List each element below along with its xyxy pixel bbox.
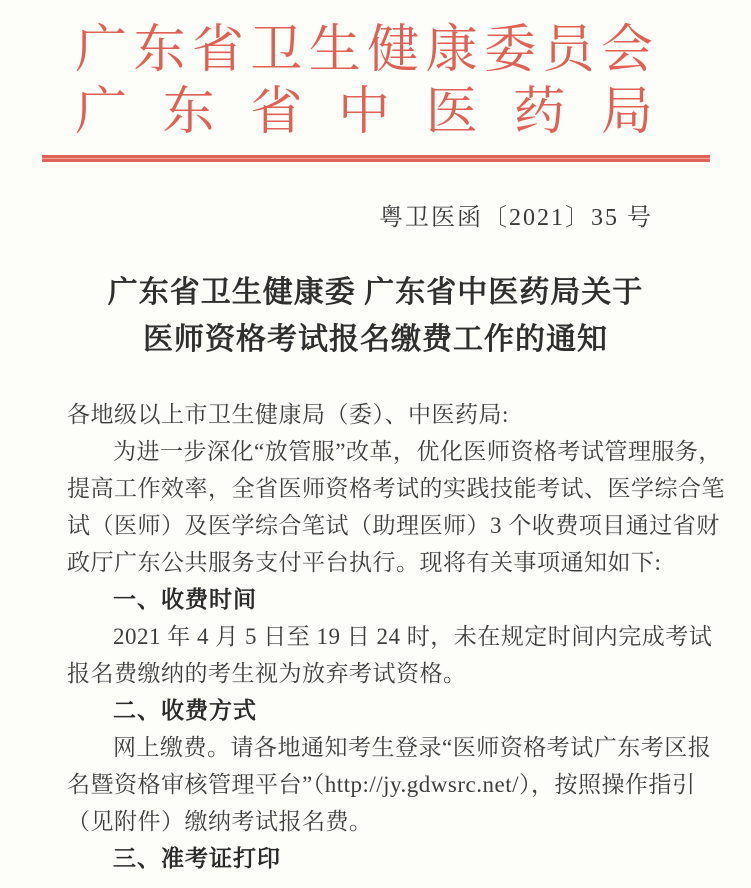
title-line-1: 广东省卫生健康委 广东省中医药局关于	[107, 276, 644, 309]
red-divider-line	[42, 155, 710, 162]
body-line: 报名费缴纳的考生视为放弃考试资格。	[67, 661, 467, 686]
body-line: 政厅广东公共服务支付平台执行。现将有关事项通知如下:	[67, 550, 662, 575]
document-title	[0, 269, 751, 363]
body-line: 2021 年 4 月 5 日至 19 日 24 时，未在规定时间内完成考试	[113, 624, 713, 649]
body-line: 提高工作效率，全省医师资格考试的实践技能考试、医学综合笔	[67, 476, 725, 501]
body-line: 网上缴费。请各地通知考生登录“医师资格考试广东考区报	[113, 735, 712, 760]
letterhead	[75, 20, 653, 144]
body-line: 试（医师）及医学综合笔试（助理医师）3 个收费项目通过省财	[67, 513, 720, 538]
title-line-2: 医师资格考试报名缴费工作的通知	[143, 323, 608, 356]
document-body	[67, 396, 725, 877]
body-line: 名暨资格审核管理平台”（http://jy.gdwsrc.net/），按照操作指引	[67, 772, 696, 797]
body-line-salutation: 各地级以上市卫生健康局（委）、中医药局:	[67, 402, 509, 427]
letterhead-line-1: 广 东 省 卫 生 健 康 委 员 会	[75, 22, 653, 79]
document-number: 粤卫医函〔2021〕35 号	[379, 205, 653, 231]
section-heading-1: 一、收费时间	[113, 586, 257, 612]
letterhead-line-2: 广 东 省 中 医 药 局	[75, 84, 653, 141]
body-line: 为进一步深化“放管服”改革，优化医师资格考试管理服务，	[113, 439, 722, 464]
body-line: （见附件）缴纳考试报名费。	[67, 809, 373, 834]
section-heading-2: 二、收费方式	[113, 697, 257, 723]
section-heading-3: 三、准考证打印	[113, 845, 281, 871]
